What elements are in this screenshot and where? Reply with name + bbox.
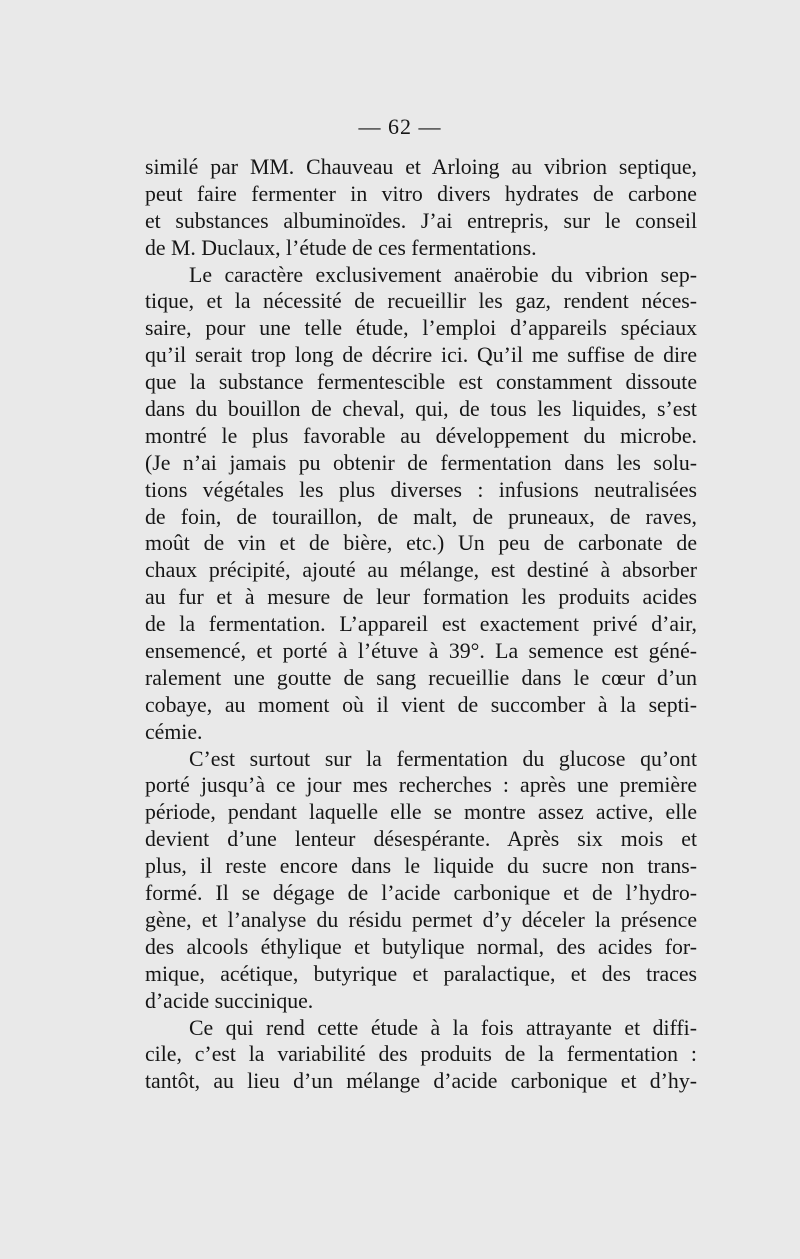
text-line: période, pendant laquelle elle se montre assez active, elle xyxy=(145,800,697,825)
text-line: moût de vin et de bière, etc.) Un peu de carbonate de xyxy=(145,531,697,556)
text-line: tions végétales les plus diverses : infusions neutralisées xyxy=(145,477,697,502)
text-line: chaux précipité, ajouté au mélange, est destiné à absorber xyxy=(145,558,697,583)
text-line: mique, acétique, butyrique et paralactique, et des traces xyxy=(145,961,697,986)
text-line: et substances albuminoïdes. J’ai entrepris, sur le conseil xyxy=(145,208,697,233)
text-line: cobaye, au moment où il vient de succomber à la septi- xyxy=(145,692,697,717)
text-line: formé. Il se dégage de l’acide carbonique et de l’hydro- xyxy=(145,881,697,906)
text-line: que la substance fermentescible est constamment dissoute xyxy=(145,370,697,395)
text-line: de foin, de touraillon, de malt, de pruneaux, de raves, xyxy=(145,504,697,529)
text-line: cile, c’est la variabilité des produits de la fermentation : xyxy=(145,1042,697,1067)
text-line: devient d’une lenteur désespérante. Après six mois et xyxy=(145,827,697,852)
text-line: plus, il reste encore dans le liquide du sucre non trans- xyxy=(145,854,697,879)
text-line: cémie. xyxy=(145,719,203,744)
text-line: C’est surtout sur la fermentation du glucose qu’ont xyxy=(189,746,697,771)
text-line: (Je n’ai jamais pu obtenir de fermentation dans les solu- xyxy=(145,450,697,475)
body-text xyxy=(145,154,697,1095)
text-line: Ce qui rend cette étude à la fois attrayante et diffi- xyxy=(189,1015,697,1040)
text-line: montré le plus favorable au développement du microbe. xyxy=(145,423,697,448)
text-line: tique, et la nécessité de recueillir les gaz, rendent néces- xyxy=(145,289,697,314)
text-line: au fur et à mesure de leur formation les produits acides xyxy=(145,585,697,610)
text-line: des alcools éthylique et butylique normal, des acides for- xyxy=(145,934,697,959)
text-line: dans du bouillon de cheval, qui, de tous les liquides, s’est xyxy=(145,397,697,422)
text-line: d’acide succinique. xyxy=(145,988,314,1013)
text-line: qu’il serait trop long de décrire ici. Qu’il me suffise de dire xyxy=(145,343,697,368)
text-line: saire, pour une telle étude, l’emploi d’appareils spéciaux xyxy=(145,316,697,341)
text-line: porté jusqu’à ce jour mes recherches : après une première xyxy=(145,773,697,798)
text-line: tantôt, au lieu d’un mélange d’acide carbonique et d’hy- xyxy=(145,1069,697,1094)
text-line: de M. Duclaux, l’étude de ces fermentations. xyxy=(145,235,537,260)
page-number: — 62 — xyxy=(358,114,442,139)
text-line: Le caractère exclusivement anaërobie du vibrion sep- xyxy=(189,262,697,287)
text-line: de la fermentation. L’appareil est exactement privé d’air, xyxy=(145,612,697,637)
text-line: ensemencé, et porté à l’étuve à 39°. La semence est géné- xyxy=(145,639,697,664)
text-line: similé par MM. Chauveau et Arloing au vibrion septique, xyxy=(145,155,697,179)
text-line: gène, et l’analyse du résidu permet d’y déceler la présence xyxy=(145,907,697,932)
text-line: peut faire fermenter in vitro divers hydrates de carbone xyxy=(145,181,697,206)
text-line: ralement une goutte de sang recueillie dans le cœur d’un xyxy=(145,665,697,690)
